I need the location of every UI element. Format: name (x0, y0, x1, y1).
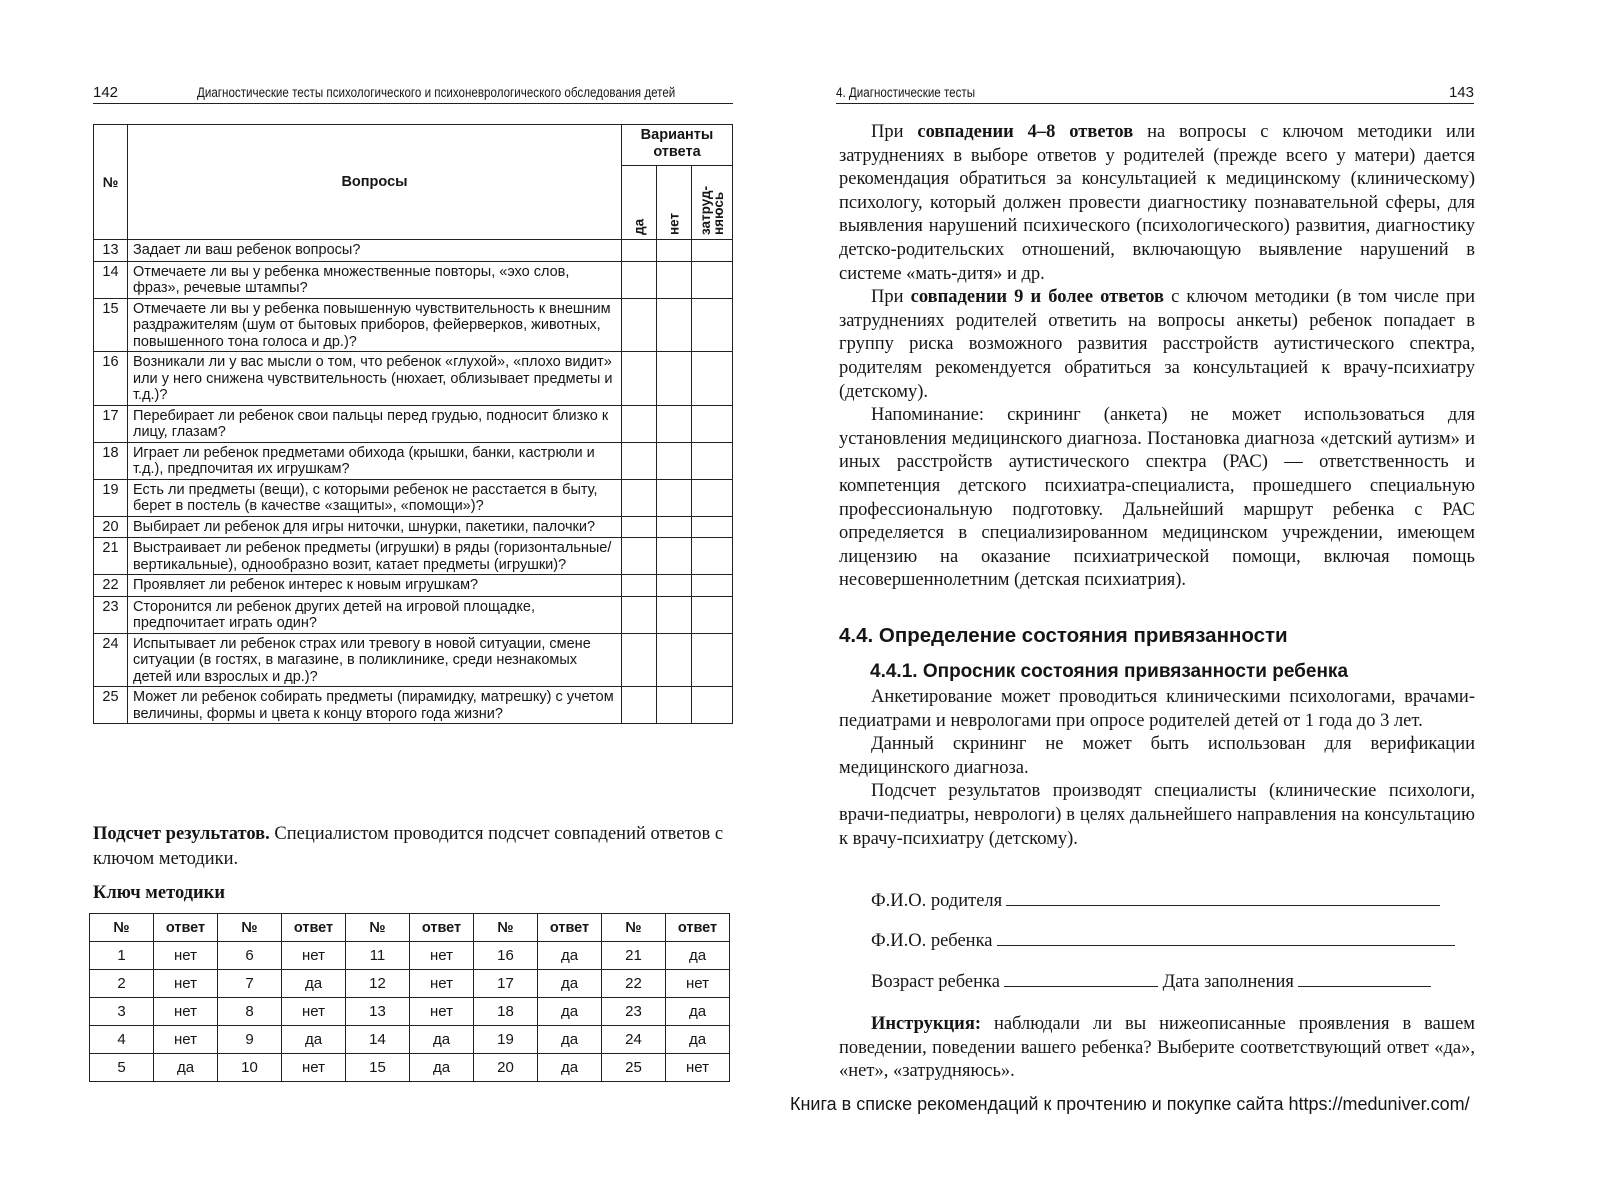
key-answer: нет (154, 942, 218, 970)
answer-yes-cell[interactable] (621, 687, 656, 724)
key-num: 17 (474, 970, 538, 998)
answer-no-cell[interactable] (656, 442, 691, 479)
parent-name-line[interactable] (1006, 905, 1440, 906)
answer-no-cell[interactable] (656, 538, 691, 575)
answer-yes-cell[interactable] (621, 352, 656, 406)
answer-no-cell[interactable] (656, 240, 691, 262)
question-number: 18 (94, 442, 128, 479)
key-answer: нет (410, 970, 474, 998)
paragraph-screening: Данный скрининг не может быть использован для верификации медицинского диагноза. (839, 734, 1475, 778)
footer-note: Книга в списке рекомендаций к прочтению и покупке сайта https://meduniver.com/ (790, 1094, 1470, 1114)
instruction-paragraph: Инструкция: наблюдали ли вы нижеописанные проявления в вашем поведении, поведении вашего ребенка? Выберите соответствующий ответ «да», «нет», «затрудняюсь». (839, 1014, 1475, 1082)
answer-yes-cell[interactable] (621, 516, 656, 538)
key-header-answer: ответ (410, 914, 474, 942)
answer-yes-cell[interactable] (621, 596, 656, 633)
answer-yes-cell[interactable] (621, 633, 656, 687)
key-answer: да (410, 1054, 474, 1082)
answer-yes-cell[interactable] (621, 575, 656, 597)
key-answer: да (282, 1026, 346, 1054)
header-yes: да (621, 166, 656, 240)
answer-yes-cell[interactable] (621, 261, 656, 298)
key-answer: нет (154, 970, 218, 998)
key-num: 15 (346, 1054, 410, 1082)
key-row (90, 1026, 730, 1054)
section-heading: 4.4. Определение состояния привязанности (839, 624, 1288, 647)
key-header-num: № (90, 914, 154, 942)
question-row (94, 479, 733, 516)
instruction-block (839, 1013, 1475, 1084)
key-num: 14 (346, 1026, 410, 1054)
key-answer: нет (282, 942, 346, 970)
running-head-left (93, 84, 733, 104)
question-text: Возникали ли у вас мысли о том, что ребенок «глухой», «плохо видит» или у него снижена чувствительность (нюхает, облизывает предметы и т.д.)? (128, 352, 622, 406)
key-answer: да (538, 942, 602, 970)
key-num: 20 (474, 1054, 538, 1082)
question-text: Играет ли ребенок предметами обихода (крышки, банки, кастрюли и т.д.), предпочитая их игрушкам? (128, 442, 622, 479)
paragraph-4-8: При совпадении 4–8 ответов на вопросы с ключом методики или затруднениях в выборе ответов у родителей (прежде всего у матери) дается рекомендация обратиться за консультацией к медицинскому (клиническому) психологу, который должен провести диагностику познавательной сферы, для выявления нарушений психического (психологического) развития, диагностику детско-родительских отношений, включающую выявление нарушений в системе «мать-дитя» и др. (839, 122, 1476, 284)
key-num: 1 (90, 942, 154, 970)
key-header-row (90, 914, 730, 942)
child-age-label: Возраст ребенка (871, 972, 1000, 992)
count-text: Специалистом проводится подсчет совпадений ответов с ключом методики. (93, 824, 724, 869)
key-answer: да (538, 1054, 602, 1082)
answer-no-cell[interactable] (656, 516, 691, 538)
question-text: Может ли ребенок собирать предметы (пирамидку, матрешку) с учетом величины, формы и цвета к концу второго года жизни? (128, 687, 622, 724)
key-num: 13 (346, 998, 410, 1026)
question-number: 23 (94, 596, 128, 633)
answer-no-cell[interactable] (656, 633, 691, 687)
question-row (94, 687, 733, 724)
question-number: 20 (94, 516, 128, 538)
answer-no-cell[interactable] (656, 687, 691, 724)
page-number-right: 143 (1448, 84, 1474, 101)
header-no: нет (656, 166, 691, 240)
answer-yes-cell[interactable] (621, 240, 656, 262)
answer-hard-cell[interactable] (691, 442, 732, 479)
answer-no-cell[interactable] (656, 405, 691, 442)
key-num: 21 (602, 942, 666, 970)
question-number: 22 (94, 575, 128, 597)
count-bold: Подсчет результатов. (93, 824, 270, 844)
question-number: 13 (94, 240, 128, 262)
question-number: 14 (94, 261, 128, 298)
paragraph-survey: Анкетирование может проводиться клиническими психологами, врачами-педиатрами и неврологами при опросе родителей детей от 1 года до 3 лет. (839, 687, 1475, 731)
answer-hard-cell[interactable] (691, 633, 732, 687)
question-number: 17 (94, 405, 128, 442)
subsection-heading: 4.4.1. Опросник состояния привязанности ребенка (870, 661, 1349, 682)
question-row (94, 516, 733, 538)
key-answer: нет (154, 1026, 218, 1054)
key-num: 6 (218, 942, 282, 970)
running-head-right (836, 84, 1474, 104)
answer-yes-cell[interactable] (621, 442, 656, 479)
fill-date-line[interactable] (1298, 986, 1431, 987)
answer-hard-cell[interactable] (691, 596, 732, 633)
key-num: 7 (218, 970, 282, 998)
key-answer: нет (410, 998, 474, 1026)
answer-hard-cell[interactable] (691, 240, 732, 262)
key-num: 25 (602, 1054, 666, 1082)
answer-no-cell[interactable] (656, 575, 691, 597)
answer-no-cell[interactable] (656, 352, 691, 406)
key-num: 18 (474, 998, 538, 1026)
key-answer: да (538, 970, 602, 998)
key-num: 12 (346, 970, 410, 998)
question-row (94, 538, 733, 575)
paragraph-9-plus: При совпадении 9 и более ответов с ключом методики (в том числе при затруднениях родителей ответить на вопросы анкеты) ребенок попадает в группу риска возможного развития расстройств аутистического спектра, родителям рекомендуется обратиться за консультацией к врачу-психиатру (детскому). (839, 287, 1476, 402)
key-row (90, 1054, 730, 1082)
key-answer: нет (282, 1054, 346, 1082)
parent-name-label: Ф.И.О. родителя (871, 891, 1003, 911)
key-num: 3 (90, 998, 154, 1026)
right-body-1 (839, 121, 1475, 593)
child-age-line[interactable] (1004, 986, 1158, 987)
key-num: 23 (602, 998, 666, 1026)
key-header-num: № (602, 914, 666, 942)
key-header-num: № (218, 914, 282, 942)
question-number: 21 (94, 538, 128, 575)
key-header-answer: ответ (538, 914, 602, 942)
question-row (94, 240, 733, 262)
key-num: 2 (90, 970, 154, 998)
questions-body (94, 240, 733, 724)
paragraph-reminder: Напоминание: скрининг (анкета) не может использоваться для установления медицинского диагноза. Постановка диагноза «детский аутизм» и иных расстройств аутистического спектра (РАС) — ответственность и компетенция детского психиатра-специалиста, прошедшего специальную профессиональную подготовку. Дальнейший маршрут ребенка с РАС определяется в специализированном медицинском учреждении, имеющем лицензию на оказание психиатрической помощи, включая помощь несовершеннолетним (детская психиатрия). (839, 405, 1475, 591)
question-text: Перебирает ли ребенок свои пальцы перед грудью, подносит близко к лицу, глазам? (128, 405, 622, 442)
answer-yes-cell[interactable] (621, 405, 656, 442)
key-num: 22 (602, 970, 666, 998)
key-num: 9 (218, 1026, 282, 1054)
key-answer: да (666, 1026, 730, 1054)
running-title-right: 4. Диагностические тесты (836, 85, 976, 100)
question-number: 16 (94, 352, 128, 406)
answer-hard-cell[interactable] (691, 687, 732, 724)
answer-hard-cell[interactable] (691, 516, 732, 538)
child-name-field[interactable] (871, 931, 1455, 952)
question-number: 24 (94, 633, 128, 687)
running-title-left: Диагностические тесты психологического и психоневрологического обследования детей (197, 85, 676, 100)
answer-no-cell[interactable] (656, 479, 691, 516)
question-row (94, 575, 733, 597)
count-paragraph (93, 822, 733, 871)
key-answer: нет (666, 970, 730, 998)
key-num: 19 (474, 1026, 538, 1054)
key-answer: да (538, 1026, 602, 1054)
key-answer: да (154, 1054, 218, 1082)
key-num: 16 (474, 942, 538, 970)
answer-hard-cell[interactable] (691, 538, 732, 575)
header-variants: Варианты ответа (621, 125, 732, 166)
answer-hard-cell[interactable] (691, 261, 732, 298)
key-row (90, 998, 730, 1026)
question-text: Проявляет ли ребенок интерес к новым игрушкам? (128, 575, 622, 597)
questions-table (93, 124, 733, 724)
key-answer: да (538, 998, 602, 1026)
key-answer: да (282, 970, 346, 998)
key-answer: нет (666, 1054, 730, 1082)
header-num: № (94, 125, 128, 240)
answer-hard-cell[interactable] (691, 575, 732, 597)
question-number: 25 (94, 687, 128, 724)
fill-date-label: Дата заполнения (1162, 972, 1294, 992)
answer-no-cell[interactable] (656, 298, 691, 352)
question-text: Отмечаете ли вы у ребенка множественные повторы, «эхо слов, фраз», речевые штампы? (128, 261, 622, 298)
paragraph-results: Подсчет результатов производят специалисты (клинические психологи, врачи-педиатры, неврологи) в целях дальнейшего направления на консультацию к врачу-психиатру (детскому). (839, 781, 1475, 849)
key-num: 4 (90, 1026, 154, 1054)
question-row (94, 405, 733, 442)
answer-no-cell[interactable] (656, 596, 691, 633)
parent-name-field[interactable] (871, 891, 1440, 912)
header-hard: затруд- няюсь (691, 166, 732, 240)
key-header-answer: ответ (282, 914, 346, 942)
key-answer: нет (410, 942, 474, 970)
question-number: 19 (94, 479, 128, 516)
question-text: Испытывает ли ребенок страх или тревогу в новой ситуации, смене ситуации (в гостях, в магазине, в поликлинике, среди незнакомых детей или взрослых и др.)? (128, 633, 622, 687)
answer-hard-cell[interactable] (691, 405, 732, 442)
key-answer: да (410, 1026, 474, 1054)
question-row (94, 298, 733, 352)
question-row (94, 633, 733, 687)
question-text: Выстраивает ли ребенок предметы (игрушки) в ряды (горизонтальные/вертикальные), однообразно возит, катает предметы (игрушки)? (128, 538, 622, 575)
answer-hard-cell[interactable] (691, 298, 732, 352)
question-text: Выбирает ли ребенок для игры ниточки, шнурки, пакетики, палочки? (128, 516, 622, 538)
question-text: Задает ли ваш ребенок вопросы? (128, 240, 622, 262)
answer-no-cell[interactable] (656, 261, 691, 298)
age-date-fields[interactable] (871, 972, 1431, 993)
key-header-answer: ответ (666, 914, 730, 942)
key-answer: нет (154, 998, 218, 1026)
key-num: 11 (346, 942, 410, 970)
child-name-label: Ф.И.О. ребенка (871, 931, 993, 951)
child-name-line[interactable] (997, 945, 1455, 946)
question-text: Есть ли предметы (вещи), с которыми ребенок не расстается в быту, берет в постель (в качестве «защиты», «помощи»)? (128, 479, 622, 516)
key-answer: да (666, 998, 730, 1026)
answer-hard-cell[interactable] (691, 479, 732, 516)
right-body-2 (839, 686, 1475, 851)
question-row (94, 442, 733, 479)
answer-yes-cell[interactable] (621, 538, 656, 575)
key-answer: нет (282, 998, 346, 1026)
key-num: 5 (90, 1054, 154, 1082)
key-row (90, 970, 730, 998)
question-text: Сторонится ли ребенок других детей на игровой площадке, предпочитает играть один? (128, 596, 622, 633)
key-num: 8 (218, 998, 282, 1026)
key-answer: да (666, 942, 730, 970)
header-questions: Вопросы (128, 125, 622, 240)
answer-yes-cell[interactable] (621, 479, 656, 516)
key-title: Ключ методики (93, 883, 225, 903)
key-row (90, 942, 730, 970)
question-row (94, 261, 733, 298)
key-num: 10 (218, 1054, 282, 1082)
page-number-left: 142 (93, 84, 119, 101)
key-header-answer: ответ (154, 914, 218, 942)
question-row (94, 352, 733, 406)
key-table (89, 913, 730, 1082)
key-num: 24 (602, 1026, 666, 1054)
question-row (94, 596, 733, 633)
question-text: Отмечаете ли вы у ребенка повышенную чувствительность к внешним раздражителям (шум от бытовых приборов, фейерверков, животных, повышенного тона голоса и др.)? (128, 298, 622, 352)
key-header-num: № (346, 914, 410, 942)
question-number: 15 (94, 298, 128, 352)
key-header-num: № (474, 914, 538, 942)
answer-hard-cell[interactable] (691, 352, 732, 406)
answer-yes-cell[interactable] (621, 298, 656, 352)
